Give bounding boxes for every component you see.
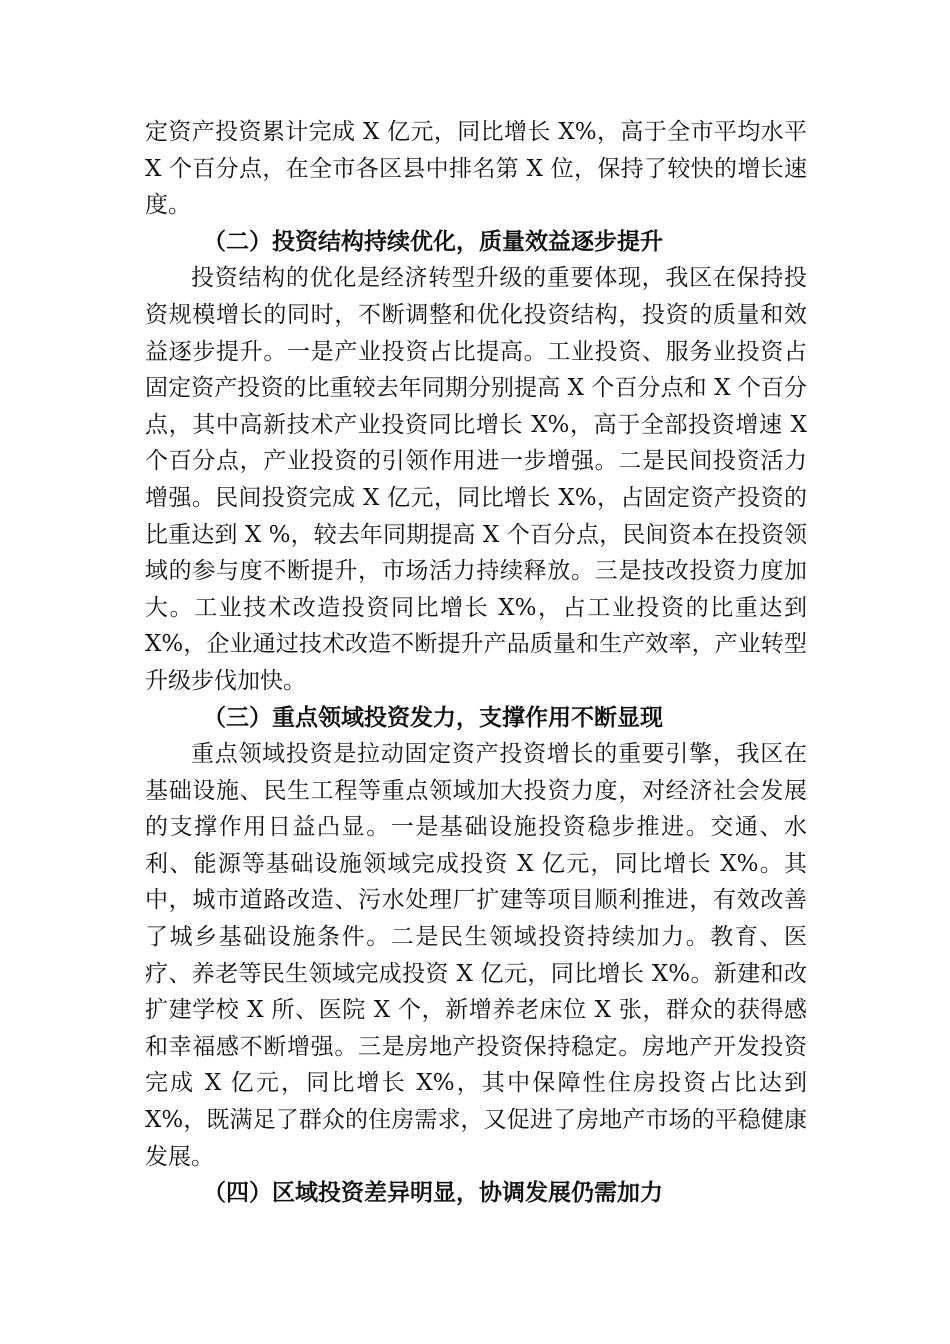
section-heading-2: （二）投资结构持续优化，质量效益逐步提升 — [203, 227, 663, 255]
paragraph-key-areas: 重点领域投资是拉动固定资产投资增长的重要引擎，我区在基础设施、民生工程等重点领域加大投资力度，对经济社会发展的支撑作用日益凸显。一是基础设施投资稳步推进。交通、水利、能源等基础设施领域完成投资 X 亿元，同比增长 X%。其中，城市道路改造、污水处理厂扩建等项目顺利推进，有效改善了城乡基础设施条件。二是民生领域投资持续加力。教育、医疗、养老等民生领域完成投资 X 亿元，同比增长 X%。新建和改扩建学校 X 所、医院 X 个，新增养老床位 X 张，群众的获得感和幸福感不断增强。三是房地产投资保持稳定。房地产开发投资完成 X 亿元，同比增长 X%，其中保障性住房投资占比达到 X%，既满足了群众的住房需求，又促进了房地产市场的平稳健康发展。 — [145, 741, 807, 1170]
paragraph-continued: 定资产投资累计完成 X 亿元，同比增长 X%，高于全市平均水平 X 个百分点，在全市各区县中排名第 X 位，保持了较快的增长速度。 — [145, 119, 807, 219]
section-heading-4: （四）区域投资差异明显，协调发展仍需加力 — [203, 1179, 663, 1207]
document-page — [145, 114, 807, 1212]
paragraph-investment-structure: 投资结构的优化是经济转型升级的重要体现，我区在保持投资规模增长的同时，不断调整和优化投资结构，投资的质量和效益逐步提升。一是产业投资占比提高。工业投资、服务业投资占固定资产投资的比重较去年同期分别提高 X 个百分点和 X 个百分点，其中高新技术产业投资同比增长 X%，高于全部投资增速 X 个百分点，产业投资的引领作用进一步增强。二是民间投资活力增强。民间投资完成 X 亿元，同比增长 X%，占固定资产投资的比重达到 X %，较去年同期提高 X 个百分点，民间资本在投资领域的参与度不断提升，市场活力持续释放。三是技改投资力度加大。工业技术改造投资同比增长 X%，占工业投资的比重达到 X%，企业通过技术改造不断提升产品质量和生产效率，产业转型升级步伐加快。 — [145, 265, 807, 694]
section-heading-3: （三）重点领域投资发力，支撑作用不断显现 — [203, 703, 663, 731]
